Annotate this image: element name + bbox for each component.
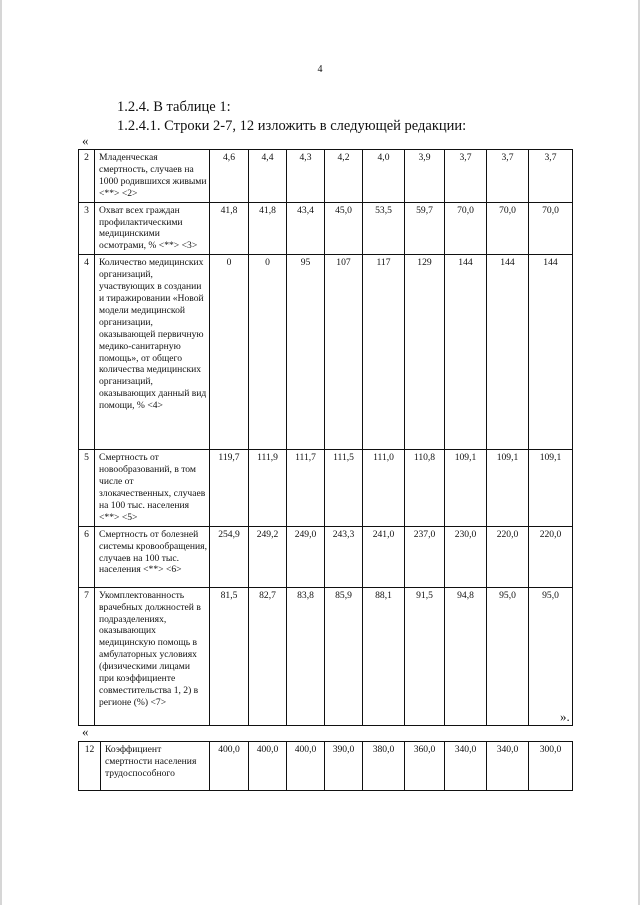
table-row — [79, 450, 573, 526]
indicator-value: 400,0 — [249, 742, 287, 791]
indicator-value: 0 — [210, 255, 249, 450]
indicator-value: 41,8 — [249, 202, 287, 255]
open-quote-mark: « — [82, 133, 89, 148]
indicator-value: 390,0 — [325, 742, 363, 791]
indicator-value: 129 — [405, 255, 445, 450]
indicator-value: 88,1 — [363, 587, 405, 725]
indicator-value: 53,5 — [363, 202, 405, 255]
indicator-value: 4,4 — [249, 150, 287, 203]
indicator-value: 117 — [363, 255, 405, 450]
indicator-value: 3,9 — [405, 150, 445, 203]
indicator-value: 83,8 — [287, 587, 325, 725]
indicator-name: Смертность от болезней системы кровообращения, случаев на 100 тыс. населения <**> <6> — [95, 526, 210, 587]
indicator-value: 400,0 — [210, 742, 249, 791]
table-row — [79, 255, 573, 450]
indicators-table-row-12 — [78, 741, 573, 791]
indicator-name: Количество медицинских организаций, участвующих в создании и тиражировании «Новой модели медицинской организации, оказывающей первичную медико-санитарную помощь», от общего количества медицинских организаций, оказывающих данный вид помощи, % <4> — [95, 255, 210, 450]
indicator-value: 59,7 — [405, 202, 445, 255]
indicator-value: 249,2 — [249, 526, 287, 587]
row-number: 3 — [79, 202, 95, 255]
page-number: 4 — [317, 64, 323, 75]
indicator-value: 4,2 — [325, 150, 363, 203]
indicator-value: 41,8 — [210, 202, 249, 255]
indicator-value: 400,0 — [287, 742, 325, 791]
indicator-value: 237,0 — [405, 526, 445, 587]
scan-left-edge — [0, 0, 2, 905]
table-row — [79, 150, 573, 203]
row-number: 5 — [79, 450, 95, 526]
indicator-name: Коэффициент смертности населения трудоспособного — [101, 742, 210, 791]
indicator-value: 220,0 — [487, 526, 529, 587]
indicator-value: 81,5 — [210, 587, 249, 725]
indicator-value: 144 — [487, 255, 529, 450]
table-row — [79, 742, 573, 791]
indicator-value: 107 — [325, 255, 363, 450]
indicator-value: 111,5 — [325, 450, 363, 526]
table-row — [79, 587, 573, 725]
indicator-name: Смертность от новообразований, в том числе от злокачественных, случаев на 100 тыс. населения <**> <5> — [95, 450, 210, 526]
indicator-value: 70,0 — [487, 202, 529, 255]
indicator-value: 144 — [529, 255, 573, 450]
indicator-value: 241,0 — [363, 526, 405, 587]
indicator-value: 360,0 — [405, 742, 445, 791]
indicator-value: 111,7 — [287, 450, 325, 526]
indicator-value: 380,0 — [363, 742, 405, 791]
indicator-value: 95 — [287, 255, 325, 450]
indicator-value: 0 — [249, 255, 287, 450]
indicator-value: 85,9 — [325, 587, 363, 725]
indicator-value: 109,1 — [445, 450, 487, 526]
indicator-value: 243,3 — [325, 526, 363, 587]
indicators-table — [78, 149, 573, 726]
indicator-name: Укомплектованность врачебных должностей в подразделениях, оказывающих медицинскую помощь в амбулаторных условиях (физическими лицами при коэффициенте совместительства 1, 2) в регионе (%) <7> — [95, 587, 210, 725]
indicator-value: 4,6 — [210, 150, 249, 203]
indicator-value: 91,5 — [405, 587, 445, 725]
indicator-value: 3,7 — [445, 150, 487, 203]
indicator-value: 70,0 — [529, 202, 573, 255]
row-number: 7 — [79, 587, 95, 725]
indicator-value: 3,7 — [529, 150, 573, 203]
indicator-value: 70,0 — [445, 202, 487, 255]
subsection-heading: 1.2.4.1. Строки 2-7, 12 изложить в следующей редакции: — [117, 118, 467, 134]
indicator-value: 340,0 — [445, 742, 487, 791]
row-number: 4 — [79, 255, 95, 450]
indicator-value: 4,3 — [287, 150, 325, 203]
indicator-value: 3,7 — [487, 150, 529, 203]
open-quote-mark-2: « — [82, 724, 89, 739]
indicator-value: 95,0 — [487, 587, 529, 725]
section-heading: 1.2.4. В таблице 1: — [117, 99, 231, 115]
indicator-value: 109,1 — [487, 450, 529, 526]
indicator-value: 254,9 — [210, 526, 249, 587]
indicator-value: 45,0 — [325, 202, 363, 255]
close-quote-mark: ». — [560, 709, 570, 724]
indicator-value: 110,8 — [405, 450, 445, 526]
indicator-value: 111,9 — [249, 450, 287, 526]
indicator-value: 95,0 — [529, 587, 573, 725]
table-row — [79, 202, 573, 255]
indicator-value: 249,0 — [287, 526, 325, 587]
indicator-value: 111,0 — [363, 450, 405, 526]
row-number: 6 — [79, 526, 95, 587]
indicator-value: 340,0 — [487, 742, 529, 791]
table-row — [79, 526, 573, 587]
indicator-name: Младенческая смертность, случаев на 1000 родившихся живыми <**> <2> — [95, 150, 210, 203]
indicator-value: 119,7 — [210, 450, 249, 526]
indicator-value: 109,1 — [529, 450, 573, 526]
indicator-name: Охват всех граждан профилактическими медицинскими осмотрами, % <**> <3> — [95, 202, 210, 255]
indicator-value: 43,4 — [287, 202, 325, 255]
row-number: 12 — [79, 742, 101, 791]
indicator-value: 4,0 — [363, 150, 405, 203]
row-number: 2 — [79, 150, 95, 203]
indicator-value: 94,8 — [445, 587, 487, 725]
indicator-value: 300,0 — [529, 742, 573, 791]
indicator-value: 230,0 — [445, 526, 487, 587]
indicator-value: 144 — [445, 255, 487, 450]
indicator-value: 220,0 — [529, 526, 573, 587]
indicator-value: 82,7 — [249, 587, 287, 725]
